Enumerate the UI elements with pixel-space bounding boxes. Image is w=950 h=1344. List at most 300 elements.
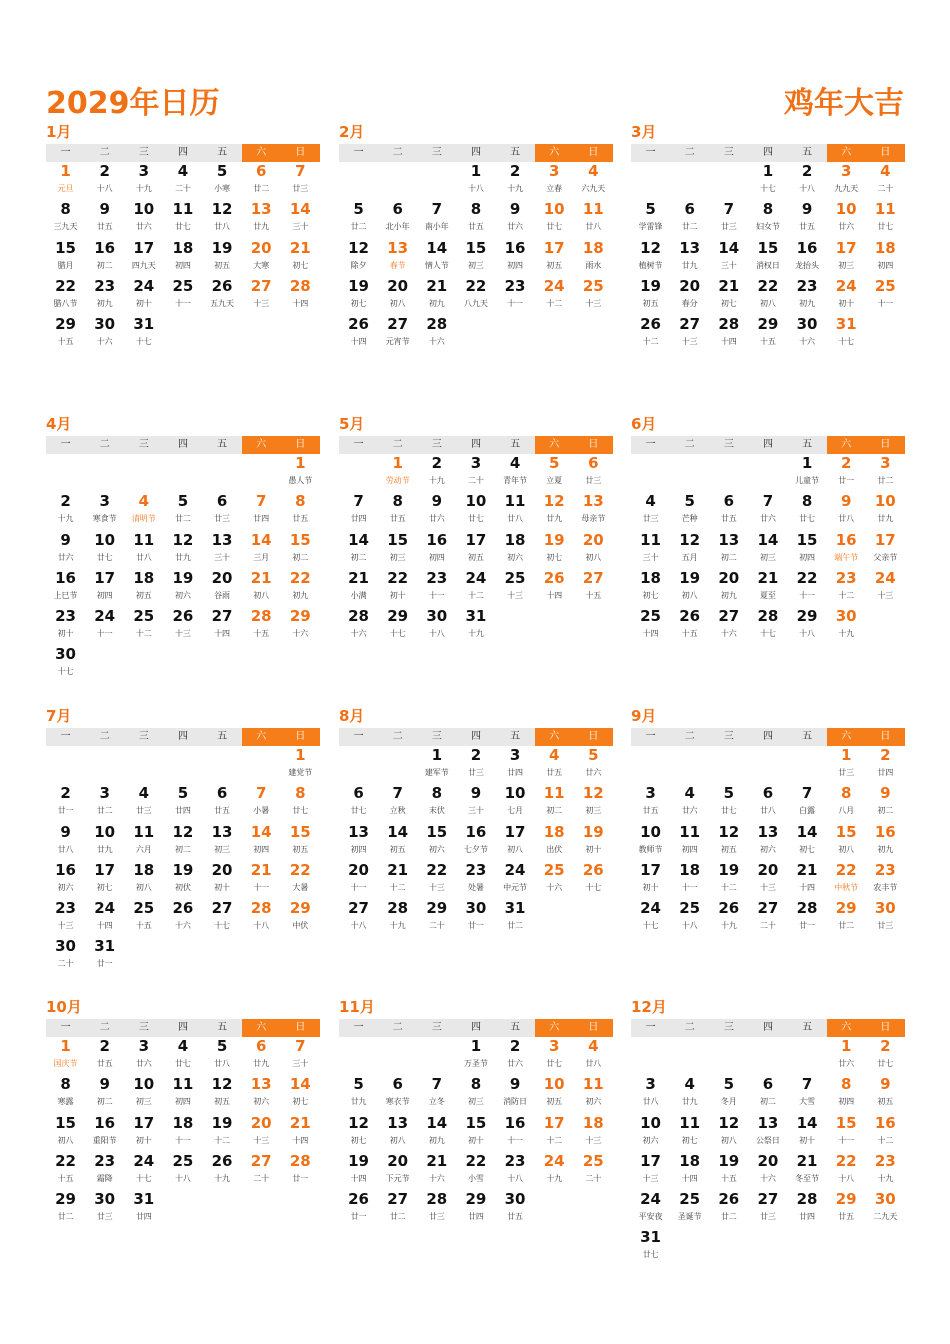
day-cell xyxy=(46,1114,85,1152)
lunar-date: 十四 xyxy=(546,590,563,600)
month-block xyxy=(339,121,613,353)
day-cell xyxy=(203,899,242,937)
day-number: 10 xyxy=(504,784,526,803)
weekday-label: 一 xyxy=(631,728,670,746)
month-title: 3月 xyxy=(631,123,657,141)
weekday-label: 六 xyxy=(242,436,281,454)
day-number: 24 xyxy=(640,1190,661,1209)
day-number: 22 xyxy=(465,276,487,295)
day-number: 11 xyxy=(640,530,661,549)
lunar-date: 初四 xyxy=(350,844,367,854)
lunar-date: 十八 xyxy=(799,184,816,193)
day-cell xyxy=(378,1190,417,1228)
lunar-date: 廿九 xyxy=(350,1097,367,1107)
day-cell xyxy=(203,277,242,315)
day-number: 7 xyxy=(431,200,443,219)
day-cell xyxy=(203,1114,242,1152)
day-grid xyxy=(339,746,613,937)
lunar-date: 十八 xyxy=(507,1173,524,1183)
lunar-date: 廿二 xyxy=(838,921,855,931)
day-number: 3 xyxy=(509,746,521,764)
day-number: 23 xyxy=(94,1151,116,1170)
lunar-date: 廿九 xyxy=(253,222,270,232)
day-cell xyxy=(281,1037,320,1075)
day-number: 16 xyxy=(55,860,76,879)
lunar-date: 廿一 xyxy=(799,921,816,931)
day-cell xyxy=(124,1190,163,1228)
day-cell xyxy=(417,531,456,569)
day-cell xyxy=(748,531,787,569)
day-cell xyxy=(496,784,535,822)
empty-cell xyxy=(124,454,163,492)
day-number: 18 xyxy=(504,530,526,549)
day-number: 4 xyxy=(548,746,560,764)
day-cell xyxy=(535,531,574,569)
day-cell xyxy=(670,899,709,937)
day-cell xyxy=(417,823,456,861)
lunar-date: 十九 xyxy=(57,514,74,524)
day-cell xyxy=(339,823,378,861)
day-cell xyxy=(574,823,613,861)
day-number: 4 xyxy=(138,492,150,511)
lunar-date: 廿六 xyxy=(838,1059,855,1068)
lunar-date: 廿六 xyxy=(681,806,698,816)
day-cell xyxy=(574,454,613,492)
lunar-date: 十一 xyxy=(174,298,191,308)
day-number: 9 xyxy=(801,200,813,219)
lunar-date: 初十 xyxy=(838,298,855,308)
day-cell xyxy=(46,315,85,353)
day-cell xyxy=(417,454,456,492)
day-cell xyxy=(242,899,281,937)
day-number: 23 xyxy=(796,276,818,295)
day-number: 29 xyxy=(835,899,857,918)
day-cell xyxy=(709,823,748,861)
lunar-date: 廿七 xyxy=(546,222,563,232)
weekday-label: 六 xyxy=(242,728,281,746)
day-cell xyxy=(709,239,748,277)
day-number: 4 xyxy=(177,1037,189,1055)
day-cell xyxy=(866,746,905,784)
lunar-date: 情人节 xyxy=(424,260,449,270)
lunar-date: 廿三 xyxy=(135,806,152,816)
lunar-date: 腊八节 xyxy=(53,298,78,308)
day-cell xyxy=(535,746,574,784)
lunar-date: 公祭日 xyxy=(755,1135,780,1145)
day-number: 19 xyxy=(679,568,701,587)
lunar-date: 廿六 xyxy=(759,514,776,524)
day-cell xyxy=(866,784,905,822)
lunar-date: 初五 xyxy=(642,298,659,308)
day-cell xyxy=(281,899,320,937)
day-number: 14 xyxy=(796,1113,818,1132)
day-cell xyxy=(456,1152,495,1190)
lunar-date: 廿五 xyxy=(96,222,113,232)
day-number: 29 xyxy=(835,1190,857,1209)
day-cell xyxy=(496,861,535,899)
day-number: 20 xyxy=(387,276,409,295)
day-number: 6 xyxy=(588,454,599,472)
day-number: 8 xyxy=(762,200,774,219)
day-cell xyxy=(85,162,124,200)
day-number: 10 xyxy=(543,1075,565,1094)
day-number: 18 xyxy=(640,568,661,587)
day-cell xyxy=(242,569,281,607)
weekday-label: 五 xyxy=(203,728,242,746)
day-cell xyxy=(574,569,613,607)
day-grid xyxy=(631,162,905,353)
day-number: 15 xyxy=(757,238,779,257)
day-number: 25 xyxy=(172,276,194,295)
day-cell xyxy=(574,162,613,200)
empty-cell xyxy=(46,746,85,784)
lunar-date: 十四 xyxy=(292,1135,309,1145)
day-cell xyxy=(456,569,495,607)
lunar-date: 平安夜 xyxy=(638,1212,663,1222)
day-cell xyxy=(378,200,417,238)
day-number: 31 xyxy=(465,607,487,626)
lunar-date: 廿二 xyxy=(681,222,698,232)
weekday-label: 二 xyxy=(670,436,709,454)
weekday-label: 一 xyxy=(46,144,85,162)
day-number: 2 xyxy=(99,162,110,180)
day-cell xyxy=(124,239,163,277)
lunar-date: 廿四 xyxy=(507,768,524,777)
lunar-date: 廿三 xyxy=(292,184,309,193)
day-cell xyxy=(748,162,787,200)
day-number: 11 xyxy=(172,200,194,219)
day-cell xyxy=(417,277,456,315)
weekday-label: 二 xyxy=(378,436,417,454)
day-grid xyxy=(631,454,905,645)
day-cell xyxy=(748,239,787,277)
day-cell xyxy=(535,823,574,861)
month-block xyxy=(46,705,320,976)
lunar-date: 消防日 xyxy=(503,1097,528,1107)
day-cell xyxy=(163,569,202,607)
weekday-label: 六 xyxy=(242,144,281,162)
day-cell xyxy=(788,784,827,822)
lunar-date: 十七 xyxy=(838,337,855,347)
weekday-label: 三 xyxy=(124,1019,163,1037)
day-number: 12 xyxy=(211,200,233,219)
day-cell xyxy=(281,746,320,784)
lunar-date: 初七 xyxy=(642,590,659,600)
day-number: 15 xyxy=(55,238,76,257)
day-cell xyxy=(163,1114,202,1152)
day-cell xyxy=(456,492,495,530)
lunar-date: 廿四 xyxy=(135,1212,152,1222)
empty-cell xyxy=(417,162,456,200)
day-cell xyxy=(163,899,202,937)
day-cell xyxy=(339,861,378,899)
lunar-date: 初五 xyxy=(877,1097,894,1107)
lunar-date: 劳动节 xyxy=(385,476,410,485)
weekday-label: 一 xyxy=(631,1019,670,1037)
lunar-date: 十三 xyxy=(759,882,776,892)
lunar-date: 廿九 xyxy=(681,260,698,270)
day-number: 29 xyxy=(426,899,448,918)
lunar-date: 十五 xyxy=(57,337,74,347)
lunar-date: 大暑 xyxy=(292,882,309,892)
day-number: 18 xyxy=(874,238,896,257)
day-cell xyxy=(496,239,535,277)
day-cell xyxy=(378,492,417,530)
day-number: 13 xyxy=(250,1075,272,1094)
day-cell xyxy=(163,1075,202,1113)
day-number: 6 xyxy=(392,200,403,219)
lunar-date: 初十 xyxy=(135,298,152,308)
day-number: 15 xyxy=(289,822,311,841)
lunar-date: 十六 xyxy=(428,337,445,347)
lunar-date: 初五 xyxy=(389,844,406,854)
lunar-date: 廿三 xyxy=(467,768,484,777)
weekday-label: 二 xyxy=(85,144,124,162)
day-cell xyxy=(670,823,709,861)
weekday-label: 六 xyxy=(535,728,574,746)
day-cell xyxy=(788,861,827,899)
day-cell xyxy=(124,531,163,569)
lunar-date: 十一 xyxy=(799,590,816,600)
lunar-date: 初十 xyxy=(214,882,231,892)
day-cell xyxy=(496,746,535,784)
day-number: 20 xyxy=(211,860,233,879)
day-cell xyxy=(339,315,378,353)
lunar-date: 五九天 xyxy=(210,298,235,308)
day-cell xyxy=(574,239,613,277)
day-number: 29 xyxy=(757,315,779,334)
day-number: 14 xyxy=(289,1075,311,1094)
day-number: 28 xyxy=(757,607,779,626)
lunar-date: 立春 xyxy=(546,184,563,193)
empty-cell xyxy=(670,162,709,200)
lunar-date: 廿五 xyxy=(838,1212,855,1222)
day-cell xyxy=(46,861,85,899)
day-number: 9 xyxy=(880,1075,891,1094)
lunar-date: 初八 xyxy=(759,298,776,308)
weekday-label: 四 xyxy=(163,144,202,162)
day-number: 2 xyxy=(99,1037,110,1055)
day-cell xyxy=(709,899,748,937)
lunar-date: 廿六 xyxy=(135,1059,152,1068)
lunar-date: 廿八 xyxy=(838,514,855,524)
lunar-date: 廿九 xyxy=(546,514,563,524)
day-cell xyxy=(748,899,787,937)
day-cell xyxy=(670,861,709,899)
lunar-date: 廿六 xyxy=(507,222,524,232)
day-number: 10 xyxy=(94,530,116,549)
day-cell xyxy=(670,1190,709,1228)
empty-cell xyxy=(85,746,124,784)
weekday-label: 日 xyxy=(574,728,613,746)
lunar-date: 十七 xyxy=(135,337,152,347)
empty-cell xyxy=(631,1037,670,1075)
day-cell xyxy=(163,492,202,530)
weekday-label: 四 xyxy=(456,728,495,746)
day-cell xyxy=(124,607,163,645)
day-number: 19 xyxy=(718,860,740,879)
day-cell xyxy=(417,607,456,645)
day-number: 21 xyxy=(387,860,409,879)
day-cell xyxy=(339,1114,378,1152)
lunar-date: 小雪 xyxy=(467,1173,484,1183)
lunar-date: 三十 xyxy=(292,222,309,232)
lunar-date: 十三 xyxy=(681,337,698,347)
lunar-date: 十五 xyxy=(585,590,602,600)
month-title: 10月 xyxy=(46,998,82,1016)
day-number: 26 xyxy=(718,1190,740,1209)
month-block xyxy=(631,121,905,353)
day-number: 15 xyxy=(796,530,818,549)
day-number: 21 xyxy=(718,276,740,295)
lunar-date: 大雪 xyxy=(799,1097,816,1107)
lunar-date: 北小年 xyxy=(385,222,410,232)
day-cell xyxy=(631,784,670,822)
day-number: 26 xyxy=(543,568,565,587)
weekday-label: 三 xyxy=(417,144,456,162)
day-number: 13 xyxy=(250,200,272,219)
day-cell xyxy=(709,569,748,607)
day-number: 3 xyxy=(645,784,656,803)
weekday-header xyxy=(631,436,905,454)
day-number: 17 xyxy=(465,530,487,549)
day-cell xyxy=(827,492,866,530)
day-number: 24 xyxy=(504,860,526,879)
lunar-date: 初七 xyxy=(546,552,563,562)
day-cell xyxy=(709,277,748,315)
lunar-date: 圣诞节 xyxy=(677,1212,702,1222)
day-number: 30 xyxy=(465,899,487,918)
lunar-date: 清明节 xyxy=(131,514,156,524)
lunar-date: 初十 xyxy=(135,1135,152,1145)
day-grid xyxy=(46,162,320,353)
day-cell xyxy=(163,607,202,645)
day-number: 20 xyxy=(250,238,272,257)
day-cell xyxy=(339,1190,378,1228)
lunar-date: 廿三 xyxy=(585,476,602,485)
empty-cell xyxy=(709,162,748,200)
day-number: 11 xyxy=(133,530,155,549)
empty-cell xyxy=(339,454,378,492)
lunar-date: 十九 xyxy=(214,1173,231,1183)
lunar-date: 十八 xyxy=(799,629,816,639)
day-number: 5 xyxy=(216,1037,228,1055)
lunar-date: 廿七 xyxy=(799,514,816,524)
day-cell xyxy=(535,277,574,315)
day-number: 29 xyxy=(55,315,76,334)
day-number: 22 xyxy=(387,568,409,587)
day-number: 16 xyxy=(465,822,487,841)
lunar-date: 十七 xyxy=(57,667,74,677)
day-number: 21 xyxy=(289,1113,311,1132)
day-number: 5 xyxy=(216,162,228,180)
day-cell xyxy=(748,200,787,238)
month-title: 1月 xyxy=(46,123,72,141)
weekday-label: 六 xyxy=(535,1019,574,1037)
day-number: 10 xyxy=(874,492,896,511)
day-cell xyxy=(85,277,124,315)
day-cell xyxy=(85,861,124,899)
lunar-date: 初八 xyxy=(389,1135,406,1145)
day-number: 25 xyxy=(640,607,661,626)
lunar-date: 初十 xyxy=(389,590,406,600)
day-cell xyxy=(163,277,202,315)
lunar-date: 廿八 xyxy=(135,552,152,562)
weekday-label: 四 xyxy=(748,436,787,454)
day-cell xyxy=(496,277,535,315)
day-number: 2 xyxy=(509,1037,521,1055)
day-cell xyxy=(788,1114,827,1152)
day-cell xyxy=(281,454,320,492)
day-number: 24 xyxy=(543,1151,565,1170)
day-cell xyxy=(281,784,320,822)
day-cell xyxy=(788,277,827,315)
day-cell xyxy=(827,1190,866,1228)
lunar-date: 十二 xyxy=(642,337,659,347)
lunar-date: 初六 xyxy=(642,1135,659,1145)
day-cell xyxy=(46,162,85,200)
lunar-date: 十四 xyxy=(350,1173,367,1183)
lunar-date: 廿七 xyxy=(96,552,113,562)
day-number: 22 xyxy=(465,1151,487,1170)
lunar-date: 初四 xyxy=(877,260,894,270)
day-cell xyxy=(535,200,574,238)
day-cell xyxy=(574,531,613,569)
day-number: 10 xyxy=(94,822,116,841)
day-cell xyxy=(281,492,320,530)
day-cell xyxy=(866,454,905,492)
day-number: 27 xyxy=(348,899,369,918)
lunar-date: 廿三 xyxy=(642,514,659,524)
day-number: 17 xyxy=(640,860,661,879)
day-cell xyxy=(535,162,574,200)
day-number: 4 xyxy=(645,492,656,511)
weekday-label: 三 xyxy=(124,436,163,454)
lunar-date: 廿八 xyxy=(214,1059,231,1068)
day-cell xyxy=(748,569,787,607)
lunar-date: 廿二 xyxy=(253,184,270,193)
day-number: 26 xyxy=(348,315,369,334)
day-number: 9 xyxy=(880,784,891,803)
lunar-date: 初十 xyxy=(57,629,74,639)
day-number: 22 xyxy=(796,568,818,587)
day-number: 19 xyxy=(172,860,194,879)
empty-cell xyxy=(417,1037,456,1075)
day-cell xyxy=(417,315,456,353)
day-cell xyxy=(456,784,495,822)
lunar-date: 十六 xyxy=(720,629,737,639)
lunar-date: 初三 xyxy=(389,552,406,562)
lunar-date: 十一 xyxy=(507,1135,524,1145)
lunar-date: 十九 xyxy=(428,476,445,485)
day-cell xyxy=(124,1152,163,1190)
lunar-date: 二十 xyxy=(253,1173,270,1183)
day-cell xyxy=(456,1037,495,1075)
day-cell xyxy=(748,1075,787,1113)
day-cell xyxy=(788,1190,827,1228)
lunar-date: 初六 xyxy=(507,552,524,562)
lunar-date: 十二 xyxy=(214,1135,231,1145)
day-cell xyxy=(417,569,456,607)
day-cell xyxy=(456,239,495,277)
lunar-date: 初七 xyxy=(350,298,367,308)
day-cell xyxy=(203,607,242,645)
day-cell xyxy=(417,784,456,822)
day-cell xyxy=(281,1075,320,1113)
weekday-label: 二 xyxy=(378,1019,417,1037)
day-cell xyxy=(866,1190,905,1228)
day-number: 15 xyxy=(387,530,409,549)
